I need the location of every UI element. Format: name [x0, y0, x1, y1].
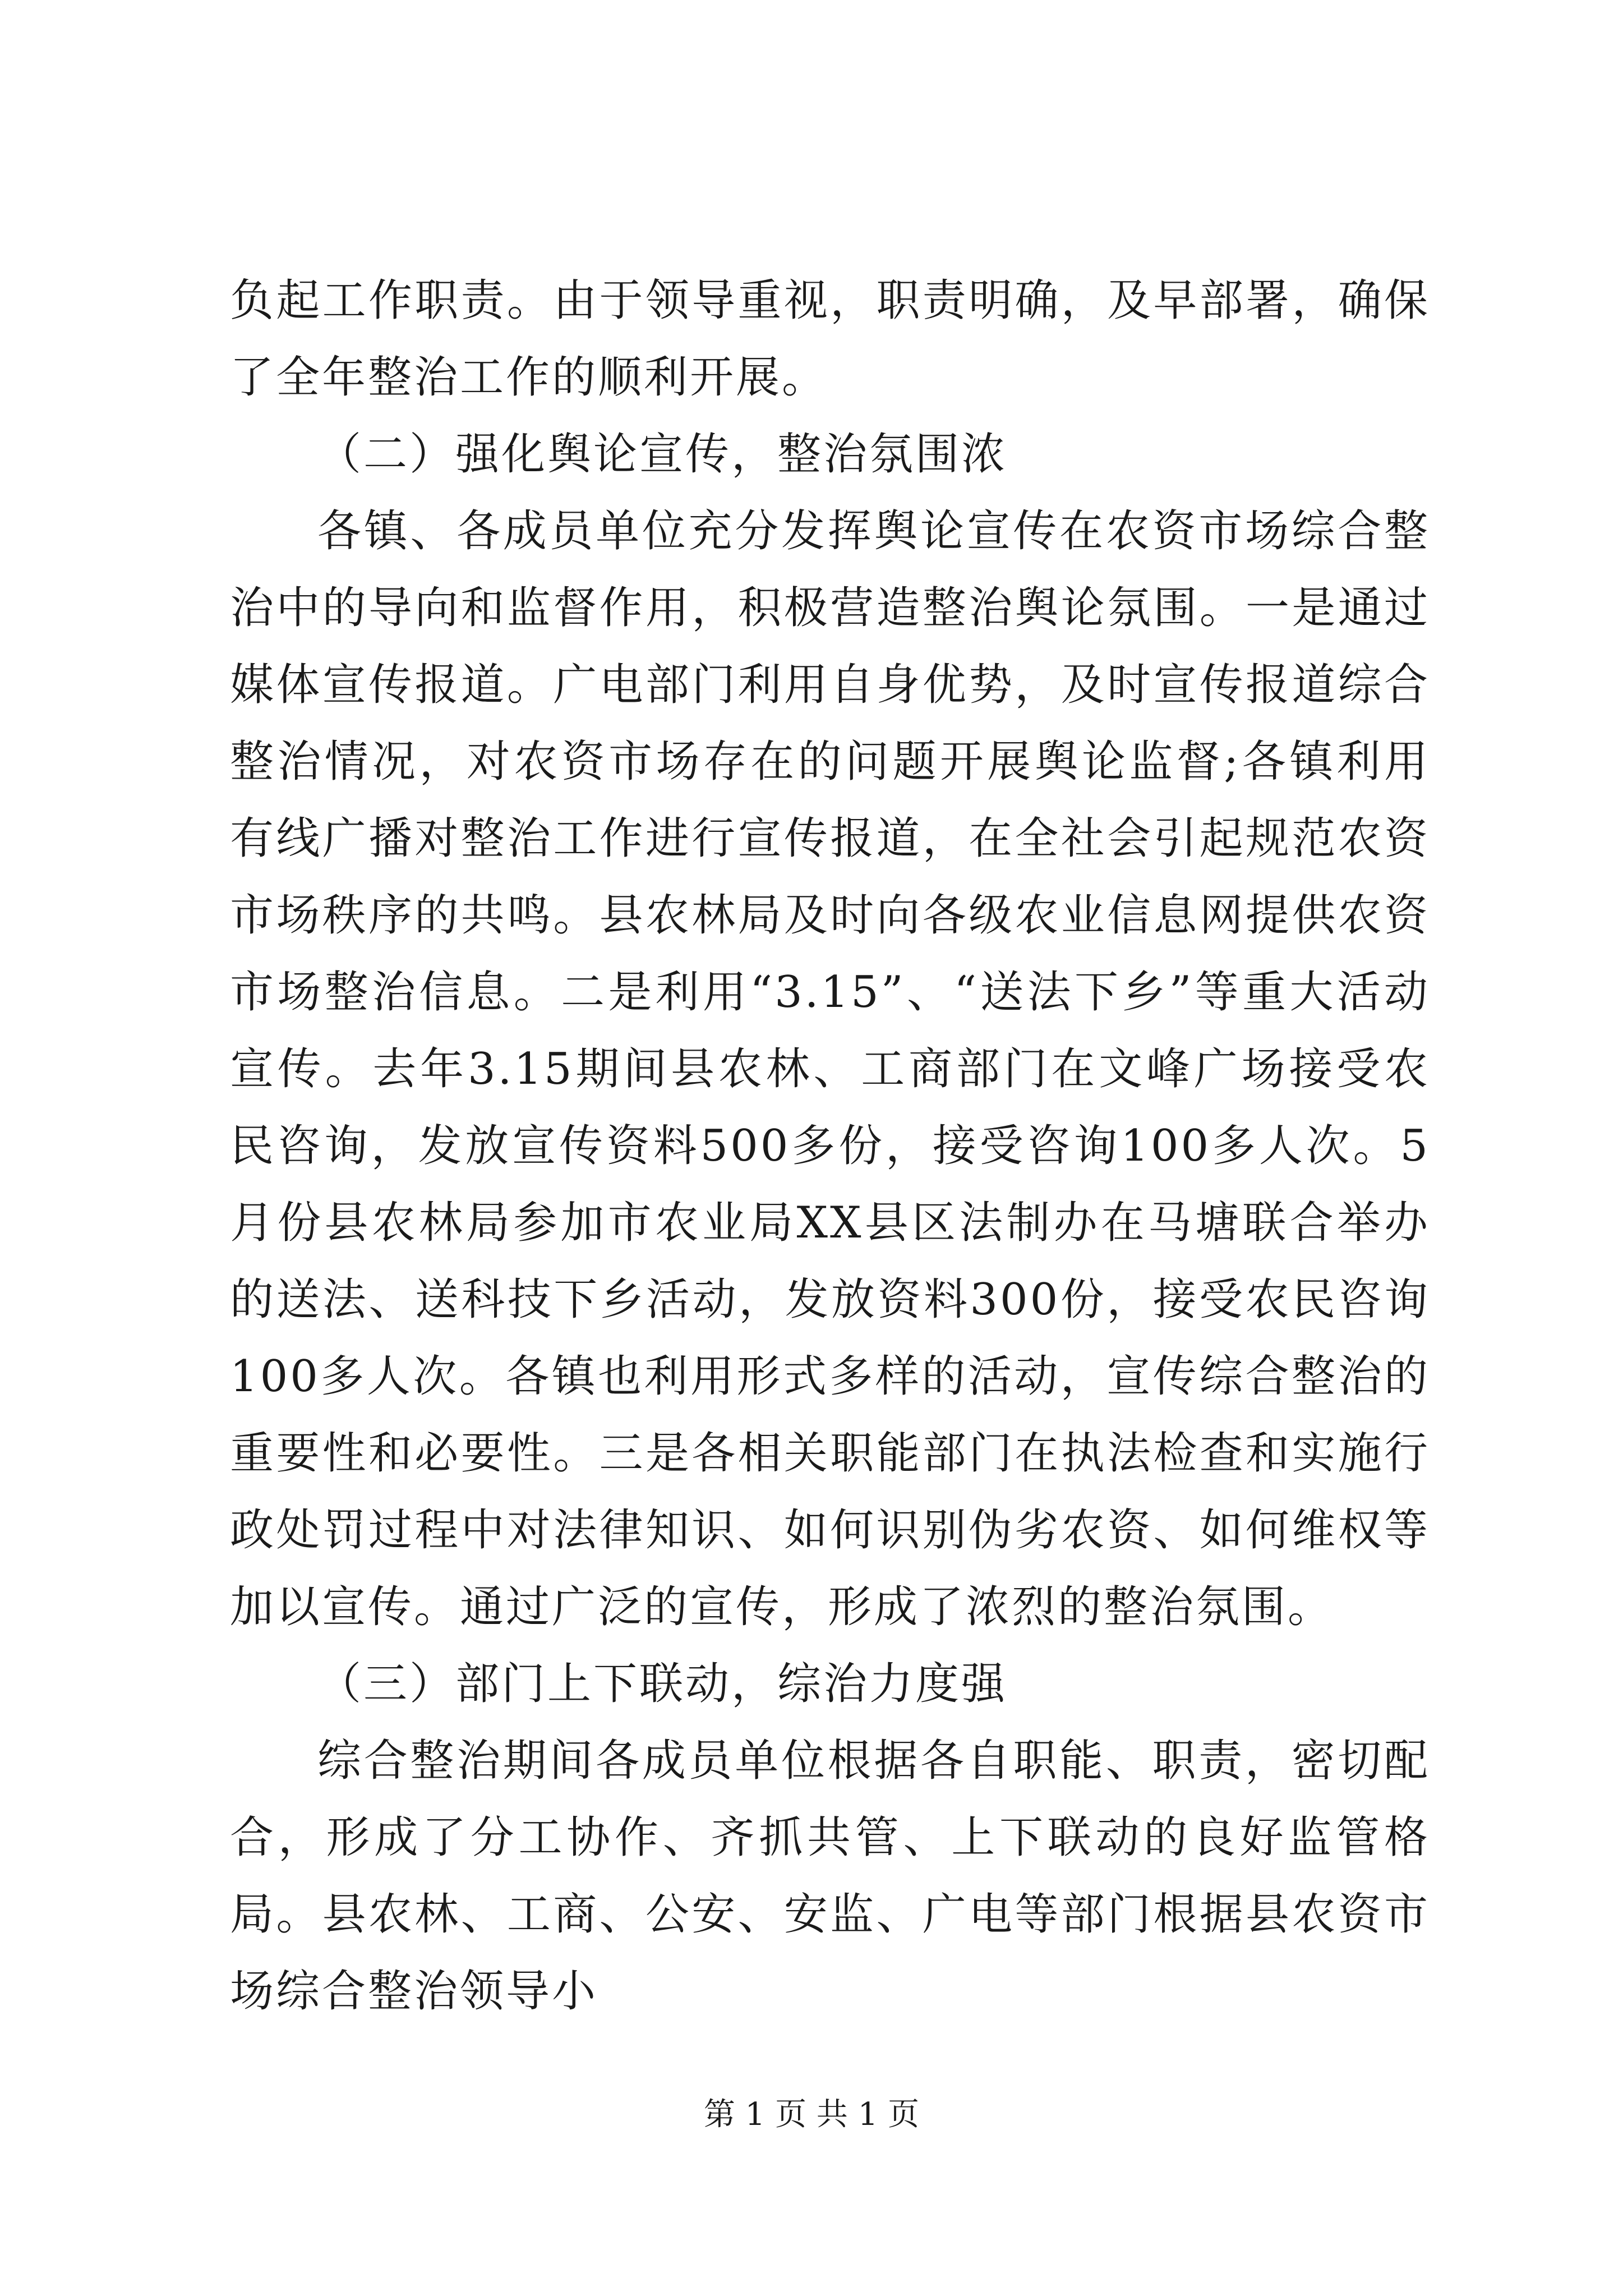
page-footer: 第 1 页 共 1 页	[703, 2096, 920, 2133]
document-body	[230, 263, 1430, 2030]
paragraph-publicity: 各镇、各成员单位充分发挥舆论宣传在农资市场综合整治中的导向和监督作用，积极营造整治舆论氛围。一是通过媒体宣传报道。广电部门利用自身优势，及时宣传报道综合整治情况，对农资市场存在的问题开展舆论监督;各镇利用有线广播对整治工作进行宣传报道，在全社会引起规范农资市场秩序的共鸣。县农林局及时向各级农业信息网提供农资市场整治信息。二是利用“3.15”、“送法下乡”等重大活动宣传。去年3.15期间县农林、工商部门在文峰广场接受农民咨询，发放宣传资料500多份，接受咨询100多人次。5月份县农林局参加市农业局XX县区法制办在马塘联合举办的送法、送科技下乡活动，发放资料300份，接受农民咨询100多人次。各镇也利用形式多样的活动，宣传综合整治的重要性和必要性。三是各相关职能部门在执法检查和实施行政处罚过程中对法律知识、如何识别伪劣农资、如何维权等加以宣传。通过广泛的宣传，形成了浓烈的整治氛围。	[230, 506, 1430, 1632]
section-heading-2: （二）强化舆论宣传，整治氛围浓	[317, 429, 1008, 480]
paragraph-continuation: 负起工作职责。由于领导重视，职责明确，及早部署，确保了全年整治工作的顺利开展。	[230, 275, 1430, 403]
paragraph-coordination: 综合整治期间各成员单位根据各自职能、职责，密切配合，形成了分工协作、齐抓共管、上下联动的良好监管格局。县农林、工商、公安、安监、广电等部门根据县农资市场综合整治领导小	[230, 1736, 1430, 2017]
section-heading-3: （三）部门上下联动，综治力度强	[317, 1659, 1008, 1709]
